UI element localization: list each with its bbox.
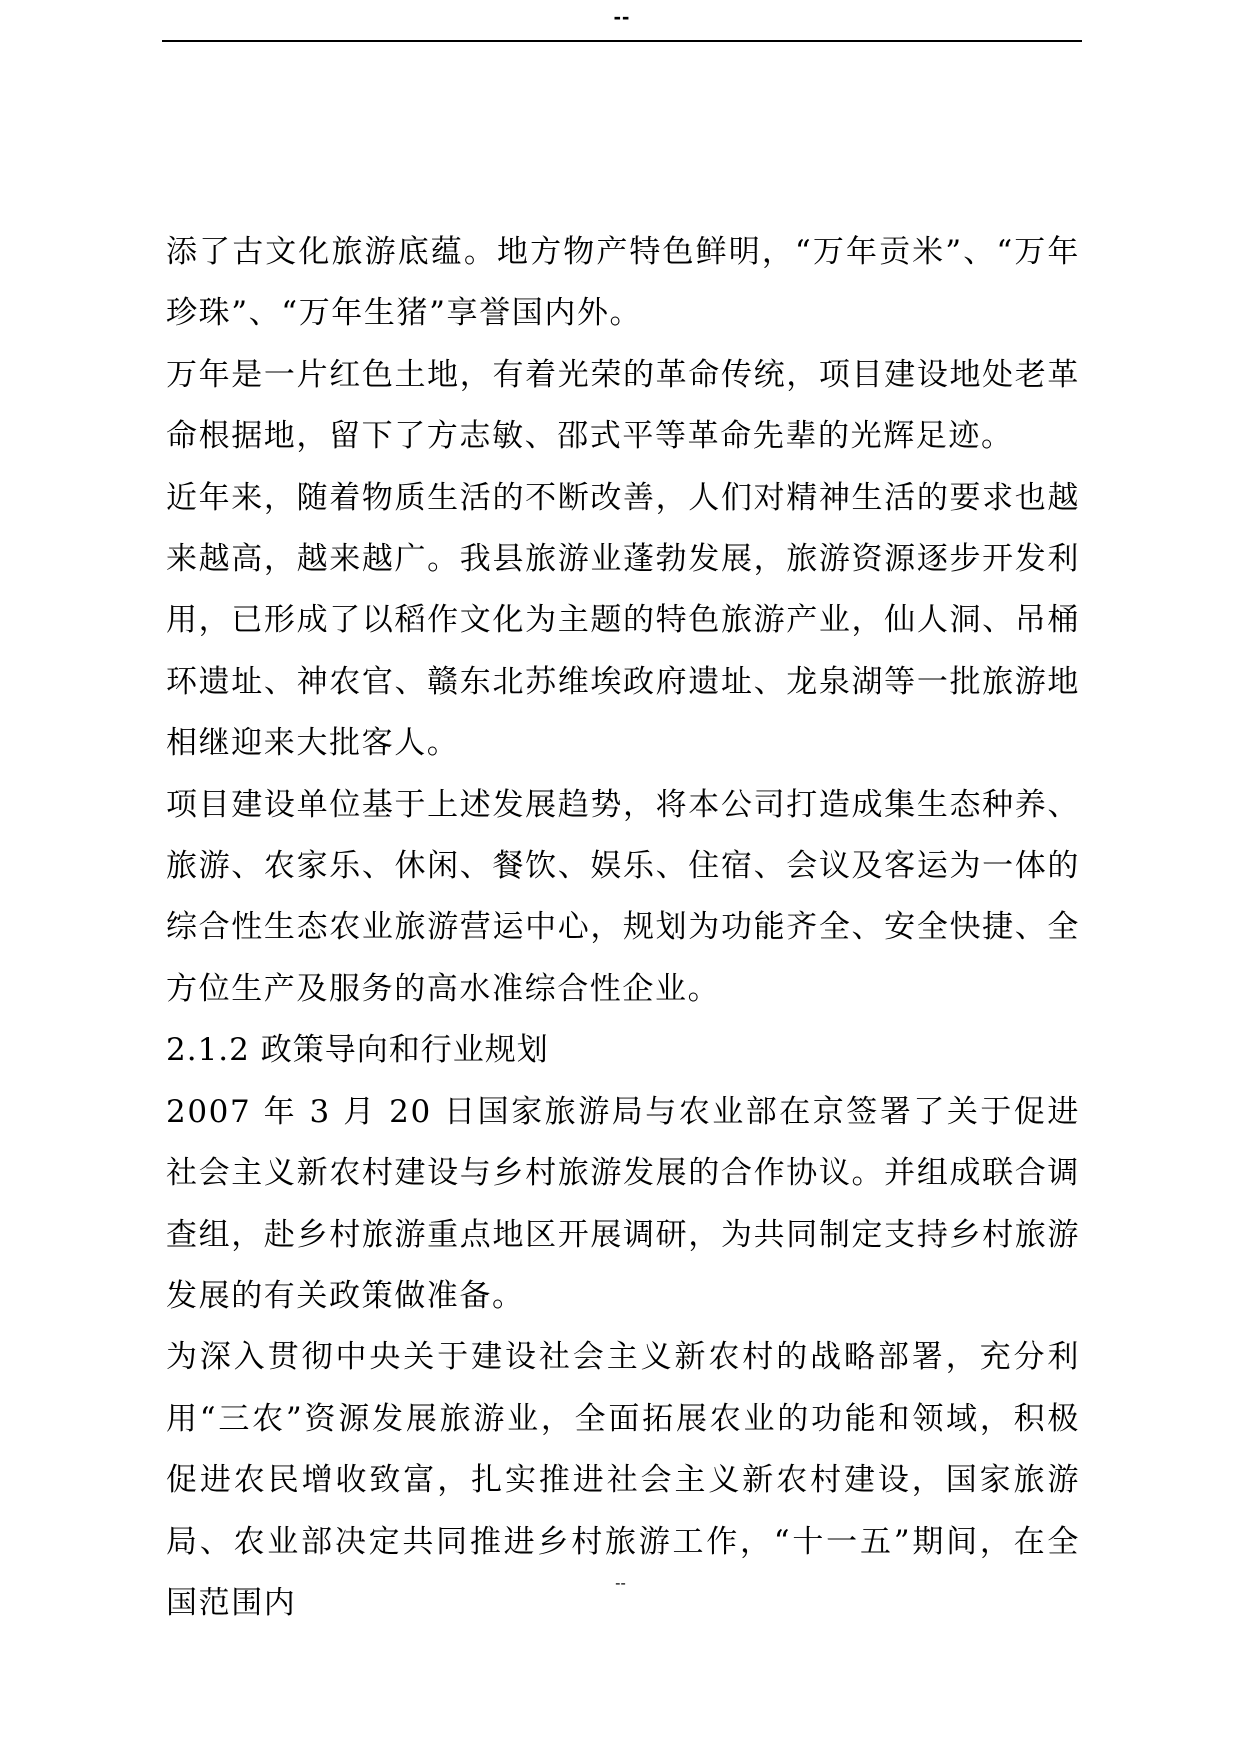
paragraph-agreement: 2007 年 3 月 20 日国家旅游局与农业部在京签署了关于促进社会主义新农村建设与乡村旅游发展的合作协议。并组成联合调查组，赴乡村旅游重点地区开展调研，为共同制定支持乡村旅游发展的有关政策做准备。 [166,1093,1080,1314]
paragraph-red-land: 万年是一片红色土地，有着光荣的革命传统，项目建设地处老革命根据地，留下了方志敏、邵式平等革命先辈的光辉足迹。 [166,356,1080,455]
paragraph-project-goal: 项目建设单位基于上述发展趋势，将本公司打造成集生态种养、旅游、农家乐、休闲、餐饮、娱乐、住宿、会议及客运为一体的综合性生态农业旅游营运中心，规划为功能齐全、安全快捷、全方位生产及服务的高水准综合性企业。 [166,786,1080,1007]
paragraph-policy: 为深入贯彻中央关于建设社会主义新农村的战略部署，充分利用“三农”资源发展旅游业，全面拓展农业的功能和领域，积极促进农民增收致富，扎实推进社会主义新农村建设，国家旅游局、农业部决定共同推进乡村旅游工作，“十一五”期间，在全国范围内 [166,1339,1080,1621]
header-mark: -- [613,4,631,29]
section-heading: 2.1.2 政策导向和行业规划 [166,1032,549,1069]
page-header [162,0,1082,42]
paragraph-local-products: 添了古文化旅游底蕴。地方物产特色鲜明，“万年贡米”、“万年珍珠”、“万年生猪”享誉国内外。 [166,234,1080,332]
paragraph-tourism-development: 近年来，随着物质生活的不断改善，人们对精神生活的要求也越来越高，越来越广。我县旅游业蓬勃发展，旅游资源逐步开发利用，已形成了以稻作文化为主题的特色旅游产业，仙人洞、吊桶环遗址、神农官、赣东北苏维埃政府遗址、龙泉湖等一批旅游地相继迎来大批客人。 [166,479,1080,762]
document-body [166,222,1080,1634]
footer-mark: -- [615,1575,626,1592]
